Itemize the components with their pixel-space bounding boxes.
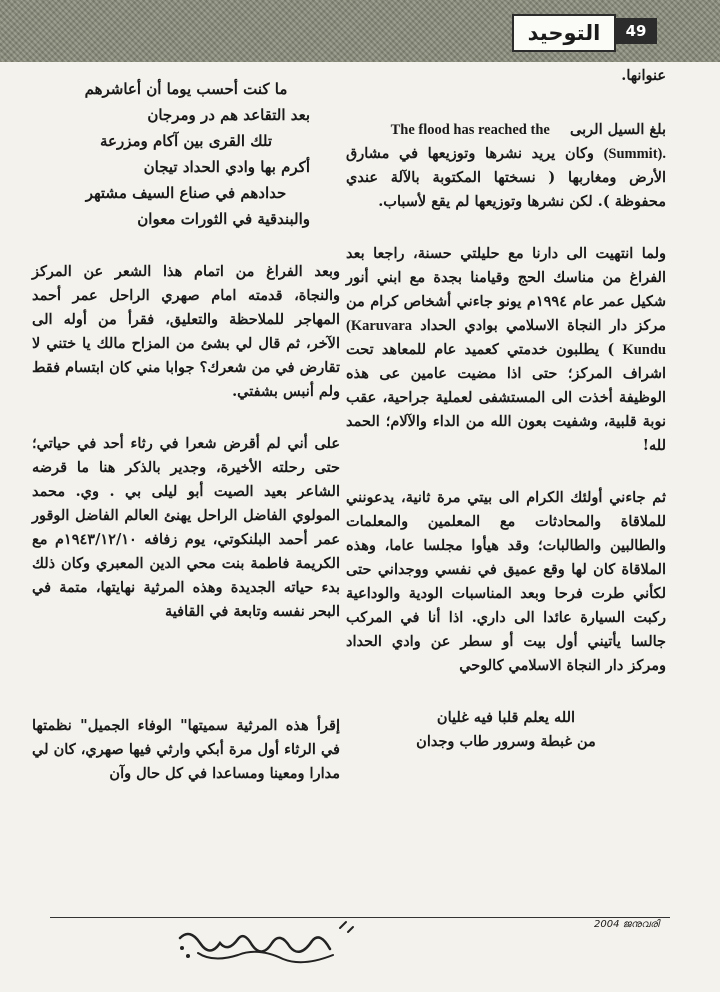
page-number: 49 [615, 18, 657, 44]
poem-line: أكرم بها وادي الحداد تيجان [143, 158, 310, 176]
poem-line: بعد التقاعد هم در ومرجان [147, 106, 310, 124]
summit-en: (Summit). [603, 146, 666, 162]
return-paragraph-b: ) يطلبون خدمتي كعميد عام للمعاهد تحت اشراف المركز؛ حتى اذا مضيت عامين عى هذه الوظيفة أخذت الى المستشفى لعملية جراحية، عقب نوبة قلبية، وشفيت بعون الله من الداء والآلام؛ الحمد لله! [346, 341, 666, 454]
poem [32, 76, 340, 232]
closing-verse-2: من غبطة وسرور طاب وجدان [416, 733, 596, 750]
karuvara-en: (Karuvara [346, 318, 413, 334]
kundu-en: Kundu [622, 342, 666, 358]
visit-paragraph: ثم جاءني أولئك الكرام الى بيتي مرة ثانية، يدعونني للملاقاة والمحادثات مع المعلمين والمعلمات والطالبين والطالبات؛ وقد هيأوا مجلسا عاما، وهذه الملاقاة كان لها وقع عميق في نفسي ووجداني حتى لكأني طرت فرحا وبعد المناسبات الودية والوداعية ركبت السيارة عائدا الى داري. اذا أنا في المركب جالسا يأتيني أول بيت أو سطر عن وادي الحداد ومركز دار النجاة الاسلامي كالوحي [346, 489, 666, 674]
poem-line: والبندقية في الثورات معوان [137, 210, 310, 228]
poem-line: تلك القرى بين آكام ومزرعة [99, 132, 273, 150]
poem-line: ما كنت أحسب يوما أن أعاشرهم [84, 80, 288, 98]
elegy-history-paragraph: على أني لم أقرض شعرا في رثاء أحد في حياتي؛ حتى رحلته الأخيرة، وجدير بالذكر هنا ما قرضه الشاعر بعيد الصيت أبو ليلى بي . وي. محمد المولوي الفاضل الراحل يهنئ العالم الفاضل الوقور عمر أحمد البلنكوتي، يوم زفافه ١٩٤٣/١٢/١٠م مع الكريمة فاطمة بنت محي الدين المعبري وكان ذلك بدء حياته الجديدة وهذه المرثية نهايتها، متمة في البحر نفسه وتابعة في القافية [32, 435, 340, 620]
left-column [32, 76, 340, 786]
footer-rule [50, 917, 670, 918]
closing-verse-1: الله يعلم قلبا فيه غليان [436, 709, 576, 726]
return-paragraph [346, 242, 666, 458]
flood-label-ar: بلغ السيل الربى [570, 121, 666, 138]
after-poem-paragraph: وبعد الفراغ من اتمام هذا الشعر عن المركز والنجاة، قدمته امام صهري الراحل عمر أحمد المهاجر للملاحظة والتعليق، فقرأ من أوله الى الآخر، ثم قال لي بشئ من المزاح مالك يا ختني لا تقارض في من شعرك؟ جوابا مني كان ابتسام فقط ولم أنبس بشفتي. [32, 263, 340, 400]
footer-date: 2004 ജനുവരി [594, 919, 660, 930]
flood-rest: وكان يريد نشرها وتوزيعها في مشارق الأرض ومغاربها ( نسختها المكتوبة بالآلة عندي محفوظة ). لكن نشرها وتوزيعها لم يقع لأسباب. [346, 145, 666, 210]
flood-label-en: The flood has reached the [390, 122, 550, 138]
right-column [346, 64, 666, 754]
handwritten-signature [170, 918, 360, 978]
flood-paragraph [346, 118, 666, 214]
return-paragraph-a: ولما انتهيت الى دارنا مع حليلتي حسنة، راجعا بعد الفراغ من مناسك الحج وقيامنا بجدة مع ابني أنور شكيل عمر عام ١٩٩٤م يونو جاءني أشخاص كرام من مركز دار النجاة الاسلامي بوادي الحداد [346, 245, 666, 334]
elegy-intro-paragraph: إقرأ هذه المرثية سميتها" الوفاء الجميل" نظمتها في الرثاء أول مرة أبكي وارثي فيها صهري، كان لي مدارا ومعينا ومساعدا في كل حال وآن [32, 717, 340, 782]
column-top-line: عنوانها. [621, 67, 666, 84]
magazine-title: التوحيد [512, 14, 616, 52]
poem-line: حدادهم في صناع السيف مشتهر [85, 184, 287, 202]
